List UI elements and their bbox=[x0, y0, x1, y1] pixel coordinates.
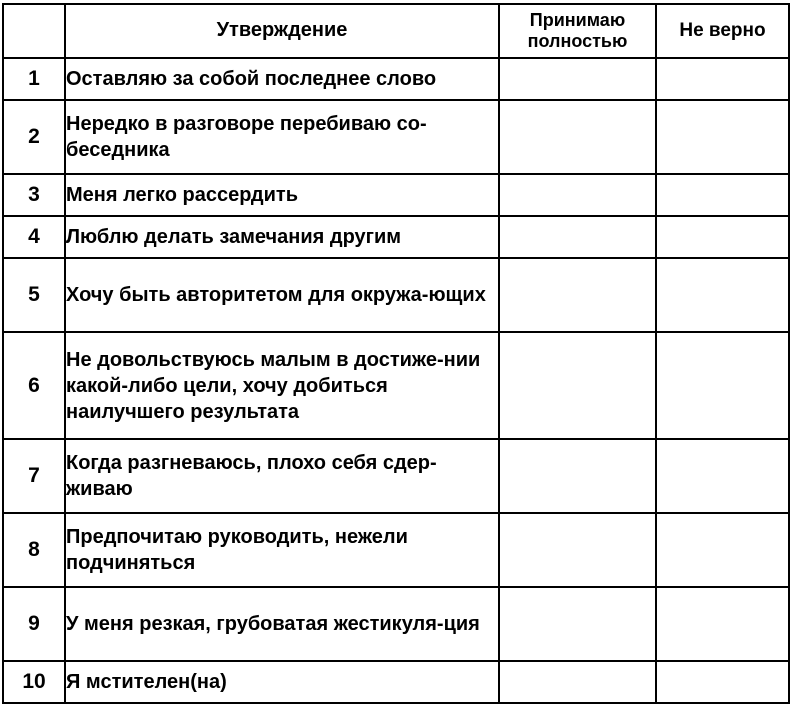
row-answer-disagree[interactable] bbox=[656, 216, 789, 258]
row-answer-disagree[interactable] bbox=[656, 513, 789, 587]
row-answer-disagree[interactable] bbox=[656, 58, 789, 100]
row-statement: Предпочитаю руководить, нежели подчиняться bbox=[65, 513, 499, 587]
column-header-agree bbox=[499, 4, 656, 58]
table-row bbox=[3, 513, 789, 587]
row-number: 2 bbox=[3, 100, 65, 174]
row-answer-agree[interactable] bbox=[499, 58, 656, 100]
row-answer-disagree[interactable] bbox=[656, 100, 789, 174]
row-number: 9 bbox=[3, 587, 65, 661]
row-answer-agree[interactable] bbox=[499, 332, 656, 439]
column-header-number bbox=[3, 4, 65, 58]
row-answer-disagree[interactable] bbox=[656, 332, 789, 439]
table-row bbox=[3, 332, 789, 439]
table-body bbox=[3, 58, 789, 703]
row-number: 10 bbox=[3, 661, 65, 703]
table-row bbox=[3, 587, 789, 661]
row-answer-agree[interactable] bbox=[499, 258, 656, 332]
table-header-row bbox=[3, 4, 789, 58]
column-header-agree-line2: полностью bbox=[527, 31, 628, 51]
row-answer-disagree[interactable] bbox=[656, 439, 789, 513]
table-row bbox=[3, 661, 789, 703]
row-statement: Меня легко рассердить bbox=[65, 174, 499, 216]
table-row bbox=[3, 439, 789, 513]
table-row bbox=[3, 258, 789, 332]
row-statement: Не довольствуюсь малым в достиже-нии какой-либо цели, хочу добиться наилучшего результата bbox=[65, 332, 499, 439]
row-number: 5 bbox=[3, 258, 65, 332]
row-number: 4 bbox=[3, 216, 65, 258]
row-answer-agree[interactable] bbox=[499, 661, 656, 703]
row-number: 1 bbox=[3, 58, 65, 100]
table-row bbox=[3, 174, 789, 216]
table-row bbox=[3, 58, 789, 100]
row-answer-disagree[interactable] bbox=[656, 258, 789, 332]
row-answer-disagree[interactable] bbox=[656, 661, 789, 703]
row-statement: Я мстителен(на) bbox=[65, 661, 499, 703]
table-row bbox=[3, 100, 789, 174]
row-statement: Хочу быть авторитетом для окружа-ющих bbox=[65, 258, 499, 332]
row-statement: Нередко в разговоре перебиваю со-беседника bbox=[65, 100, 499, 174]
row-number: 7 bbox=[3, 439, 65, 513]
row-answer-agree[interactable] bbox=[499, 100, 656, 174]
row-number: 3 bbox=[3, 174, 65, 216]
row-answer-disagree[interactable] bbox=[656, 587, 789, 661]
row-statement: Когда разгневаюсь, плохо себя сдер-живаю bbox=[65, 439, 499, 513]
row-statement: Оставляю за собой последнее слово bbox=[65, 58, 499, 100]
row-answer-agree[interactable] bbox=[499, 216, 656, 258]
questionnaire-table bbox=[2, 3, 790, 704]
row-statement: У меня резкая, грубоватая жестикуля-ция bbox=[65, 587, 499, 661]
row-answer-agree[interactable] bbox=[499, 174, 656, 216]
column-header-agree-line1: Принимаю bbox=[529, 9, 626, 30]
row-number: 8 bbox=[3, 513, 65, 587]
row-answer-agree[interactable] bbox=[499, 587, 656, 661]
table-header bbox=[3, 4, 789, 58]
column-header-disagree: Не верно bbox=[656, 4, 789, 58]
row-answer-agree[interactable] bbox=[499, 513, 656, 587]
column-header-statement: Утверждение bbox=[65, 4, 499, 58]
row-statement: Люблю делать замечания другим bbox=[65, 216, 499, 258]
row-answer-agree[interactable] bbox=[499, 439, 656, 513]
row-number: 6 bbox=[3, 332, 65, 439]
table-row bbox=[3, 216, 789, 258]
row-answer-disagree[interactable] bbox=[656, 174, 789, 216]
